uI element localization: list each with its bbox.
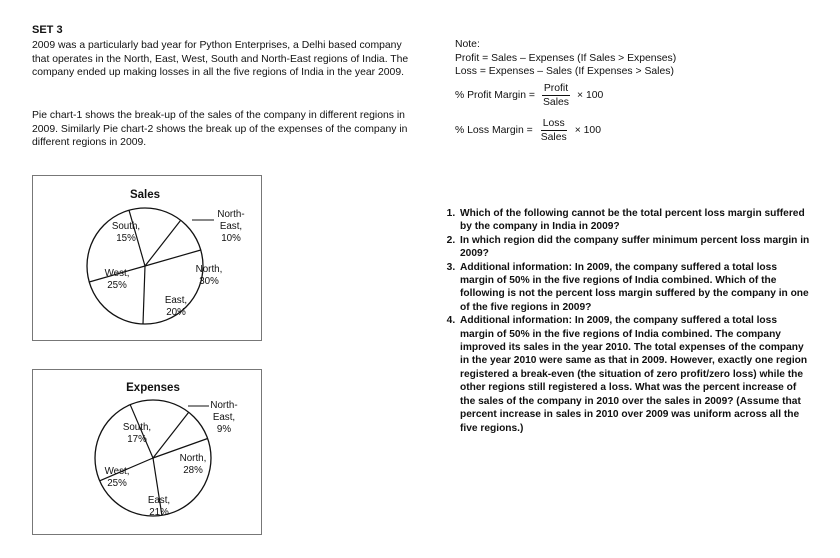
question-list — [436, 207, 811, 435]
pie-slice-label-north-east: North-East, 9% — [210, 400, 238, 435]
profit-margin-fraction — [541, 82, 571, 109]
profit-margin-formula — [455, 82, 603, 109]
note-profit-line: Profit = Sales – Expenses (If Sales > Expenses) — [455, 52, 677, 64]
pie-slice-label-south: South, 15% — [111, 221, 141, 244]
loss-margin-numerator: Loss — [542, 118, 565, 129]
loss-margin-denominator: Sales — [540, 132, 567, 143]
set-title: SET 3 — [32, 24, 63, 36]
question-2: 2. In which region did the company suffer minimum percent loss margin in 2009? — [458, 234, 811, 261]
pie-slice-label-north: North, 30% — [195, 264, 223, 287]
expenses-pie-chart — [33, 370, 261, 534]
profit-margin-multiplier: × 100 — [576, 90, 604, 101]
question-1: 1. Which of the following cannot be the total percent loss margin suffered by the company in India in 2009? — [458, 207, 811, 234]
sales-pie-chart — [33, 176, 261, 340]
pie-slice-label-west: West, 25% — [104, 466, 130, 489]
note-loss-line: Loss = Expenses – Sales (If Expenses > Sales) — [455, 66, 674, 78]
pie-slice-label-east: East, 20% — [164, 295, 188, 318]
sales-chart-title: Sales — [129, 189, 161, 201]
profit-margin-label: % Profit Margin = — [455, 90, 535, 101]
intro-paragraph-1: 2009 was a particularly bad year for Python Enterprises, a Delhi based company that operates in the North, East, West, South and North-East regions of India. The company ended up making losses in all the five regions of India in the year 2009. — [32, 40, 409, 79]
profit-margin-denominator: Sales — [542, 97, 569, 108]
expenses-pie-chart-box — [32, 369, 262, 535]
question-3: 3. Additional information: In 2009, the company suffered a total loss margin of 50% in the five regions of India combined. Which of the following is not the percent loss margin suffered by the company in one of the five regions in 2009? — [458, 261, 811, 315]
sales-pie-chart-box — [32, 175, 262, 341]
pie-slice-label-north-east: North-East, 10% — [217, 209, 245, 244]
pie-slice-label-east: East, 21% — [147, 495, 171, 518]
pie-slice-label-west: West, 25% — [104, 268, 130, 291]
note-block — [455, 38, 676, 79]
loss-margin-formula — [455, 117, 601, 144]
pie-slice-label-north: North, 28% — [179, 453, 207, 476]
loss-margin-label: % Loss Margin = — [455, 125, 533, 136]
loss-margin-multiplier: × 100 — [574, 125, 601, 136]
profit-margin-numerator: Profit — [543, 83, 569, 94]
expenses-chart-title: Expenses — [126, 382, 180, 394]
pie-slice-label-south: South, 17% — [122, 422, 152, 445]
note-heading: Note: — [455, 39, 480, 50]
question-4: 4. Additional information: In 2009, the company suffered a total loss margin of 50% in the five regions of India combined. The company improved its sales in the year 2010. The total expenses of the company in the year 2010 were same as that in 2009. However, exactly one region registered a break-even (the situation of zero profit/zero loss) while the other regions still registered a loss. What was the percent increase of the sales of the company in 2010 over the sales in 2009? (Assume that percent increase in sales in 2010 over 2009 was uniform across all the five regions.) — [458, 314, 811, 435]
loss-margin-fraction — [539, 117, 569, 144]
intro-paragraph-2: Pie chart-1 shows the break-up of the sales of the company in different regions in 2009. Similarly Pie chart-2 shows the break up of the expenses of the company in different regions in 2009. — [32, 110, 408, 149]
